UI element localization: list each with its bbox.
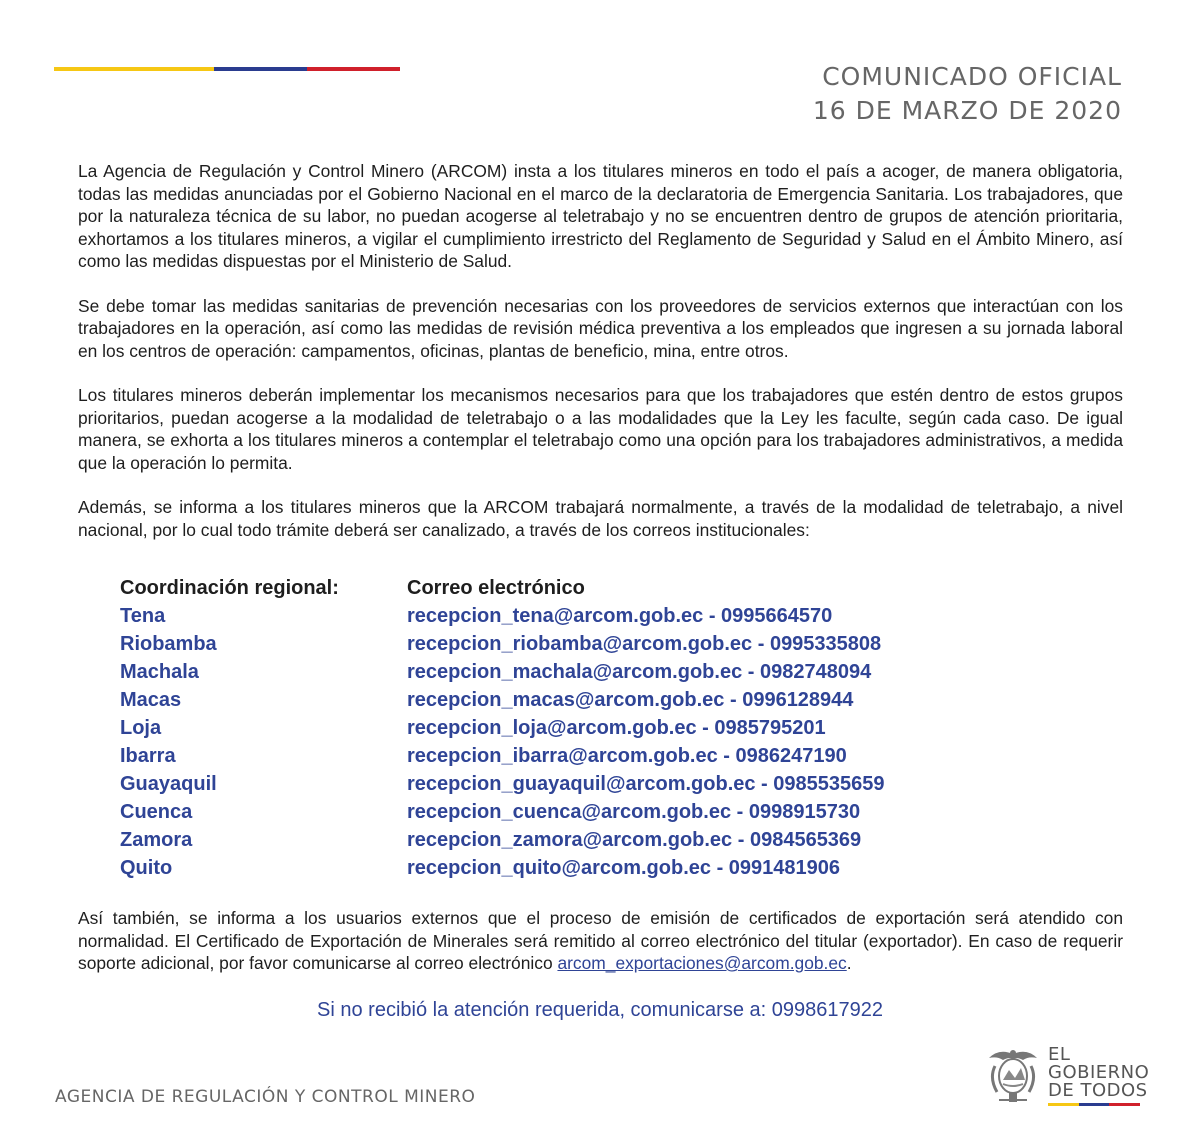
contact-email-phone[interactable]: recepcion_riobamba@arcom.gob.ec - 0995335808 bbox=[407, 633, 882, 655]
table-row bbox=[120, 798, 885, 826]
logo-line: EL bbox=[1048, 1044, 1071, 1065]
table-row bbox=[120, 658, 885, 686]
table-row bbox=[120, 602, 885, 630]
flag-color-bar bbox=[54, 67, 400, 71]
paragraph: Se debe tomar las medidas sanitarias de prevención necesarias con los proveedores de servicios externos que interactúan con los trabajadores en la operación, así como las medidas de revisión médica preventiva a los empleados que ingresen a su jornada laboral en los centros de operación: campamentos, oficinas, plantas de beneficio, mina, entre otros. bbox=[78, 295, 1123, 361]
logo-wordmark bbox=[1048, 1046, 1149, 1100]
flag-yellow-segment bbox=[1048, 1103, 1079, 1106]
table-row bbox=[120, 714, 885, 742]
contact-email-phone[interactable]: recepcion_ibarra@arcom.gob.ec - 0986247190 bbox=[407, 745, 847, 767]
region-name: Zamora bbox=[120, 829, 193, 851]
region-name: Loja bbox=[120, 717, 162, 739]
paragraph: Además, se informa a los titulares mineros que la ARCOM trabajará normalmente, a través de la modalidad de teletrabajo, a nivel nacional, por lo cual todo trámite deberá ser canalizado, a través de los correos institucionales: bbox=[78, 497, 1123, 540]
document-title: COMUNICADO OFICIAL bbox=[822, 62, 1122, 91]
paragraph: Los titulares mineros deberán implementar los mecanismos necesarios para que los trabajadores que estén dentro de estos grupos prioritarios, puedan acogerse a la modalidad de teletrabajo o a las modalidades que la Ley les faculte, según cada caso. De igual manera, se exhorta a los titulares mineros a contemplar el teletrabajo como una opción para los trabajadores administrativos, a medida que la operación lo permita. bbox=[78, 385, 1123, 473]
agency-footer-name: AGENCIA DE REGULACIÓN Y CONTROL MINERO bbox=[55, 1087, 476, 1107]
flag-blue-segment bbox=[214, 67, 307, 71]
table-row bbox=[120, 770, 885, 798]
export-email-link[interactable]: arcom_exportaciones@arcom.gob.ec bbox=[557, 953, 847, 973]
table-row bbox=[120, 630, 885, 658]
region-name: Riobamba bbox=[120, 633, 217, 655]
paragraph: La Agencia de Regulación y Control Minero (ARCOM) insta a los titulares mineros en todo el país a acoger, de manera obligatoria, todas las medidas anunciadas por el Gobierno Nacional en el marco de la declaratoria de Emergencia Sanitaria. Los trabajadores, que por la naturaleza técnica de su labor, no puedan acogerse al teletrabajo y no se encuentren dentro de grupos de atención prioritaria, exhortamos a los titulares mineros, a vigilar el cumplimiento irrestricto del Reglamento de Seguridad y Salud en el Ámbito Minero, así como las medidas dispuestas por el Ministerio de Salud. bbox=[78, 161, 1123, 271]
region-name: Ibarra bbox=[120, 745, 176, 767]
logo-line: GOBIERNO bbox=[1048, 1062, 1150, 1083]
ecuador-coat-of-arms-icon bbox=[985, 1044, 1041, 1106]
contact-email-phone[interactable]: recepcion_zamora@arcom.gob.ec - 0984565369 bbox=[407, 829, 862, 851]
contacts-header-row bbox=[120, 574, 885, 602]
closing-paragraph bbox=[78, 907, 1123, 975]
contact-email-phone[interactable]: recepcion_quito@arcom.gob.ec - 0991481906 bbox=[407, 857, 841, 879]
flag-red-segment bbox=[1109, 1103, 1140, 1106]
region-name: Cuenca bbox=[120, 801, 193, 823]
contact-email-phone[interactable]: recepcion_tena@arcom.gob.ec - 0995664570 bbox=[407, 605, 833, 627]
document-header bbox=[813, 60, 1122, 128]
contact-email-phone[interactable]: recepcion_guayaquil@arcom.gob.ec - 0985535659 bbox=[407, 773, 885, 795]
flag-blue-segment bbox=[1079, 1103, 1110, 1106]
table-row bbox=[120, 826, 885, 854]
email-column-header: Correo electrónico bbox=[407, 577, 585, 599]
gobierno-logo bbox=[985, 1044, 1150, 1108]
flag-red-segment bbox=[307, 67, 400, 71]
support-contact-line: Si no recibió la atención requerida, comunicarse a: 0998617922 bbox=[317, 999, 883, 1021]
region-name: Tena bbox=[120, 605, 166, 627]
table-row bbox=[120, 854, 885, 882]
region-column-header: Coordinación regional: bbox=[120, 577, 339, 599]
closing-text: Así también, se informa a los usuarios externos que el proceso de emisión de certificados de exportación será atendido con normalidad. El Certificado de Exportación de Minerales será remitido al correo electrónico del titular (exportador). En caso de requerir soporte adicional, por favor comunicarse al correo electrónico bbox=[78, 908, 1123, 973]
logo-flag-bar bbox=[1048, 1103, 1140, 1106]
contact-email-phone[interactable]: recepcion_loja@arcom.gob.ec - 0985795201 bbox=[407, 717, 826, 739]
contact-email-phone[interactable]: recepcion_macas@arcom.gob.ec - 0996128944 bbox=[407, 689, 854, 711]
table-row bbox=[120, 686, 885, 714]
region-name: Guayaquil bbox=[120, 773, 217, 795]
contact-email-phone[interactable]: recepcion_cuenca@arcom.gob.ec - 0998915730 bbox=[407, 801, 861, 823]
contact-email-phone[interactable]: recepcion_machala@arcom.gob.ec - 0982748094 bbox=[407, 661, 872, 683]
region-name: Machala bbox=[120, 661, 199, 683]
document-body bbox=[78, 160, 1123, 563]
flag-yellow-segment bbox=[54, 67, 214, 71]
logo-line: DE TODOS bbox=[1048, 1080, 1148, 1101]
closing-end: . bbox=[846, 953, 852, 973]
region-name: Macas bbox=[120, 689, 182, 711]
table-row bbox=[120, 742, 885, 770]
document-date: 16 DE MARZO DE 2020 bbox=[812, 96, 1122, 125]
region-name: Quito bbox=[120, 857, 173, 879]
contacts-table bbox=[120, 574, 885, 882]
